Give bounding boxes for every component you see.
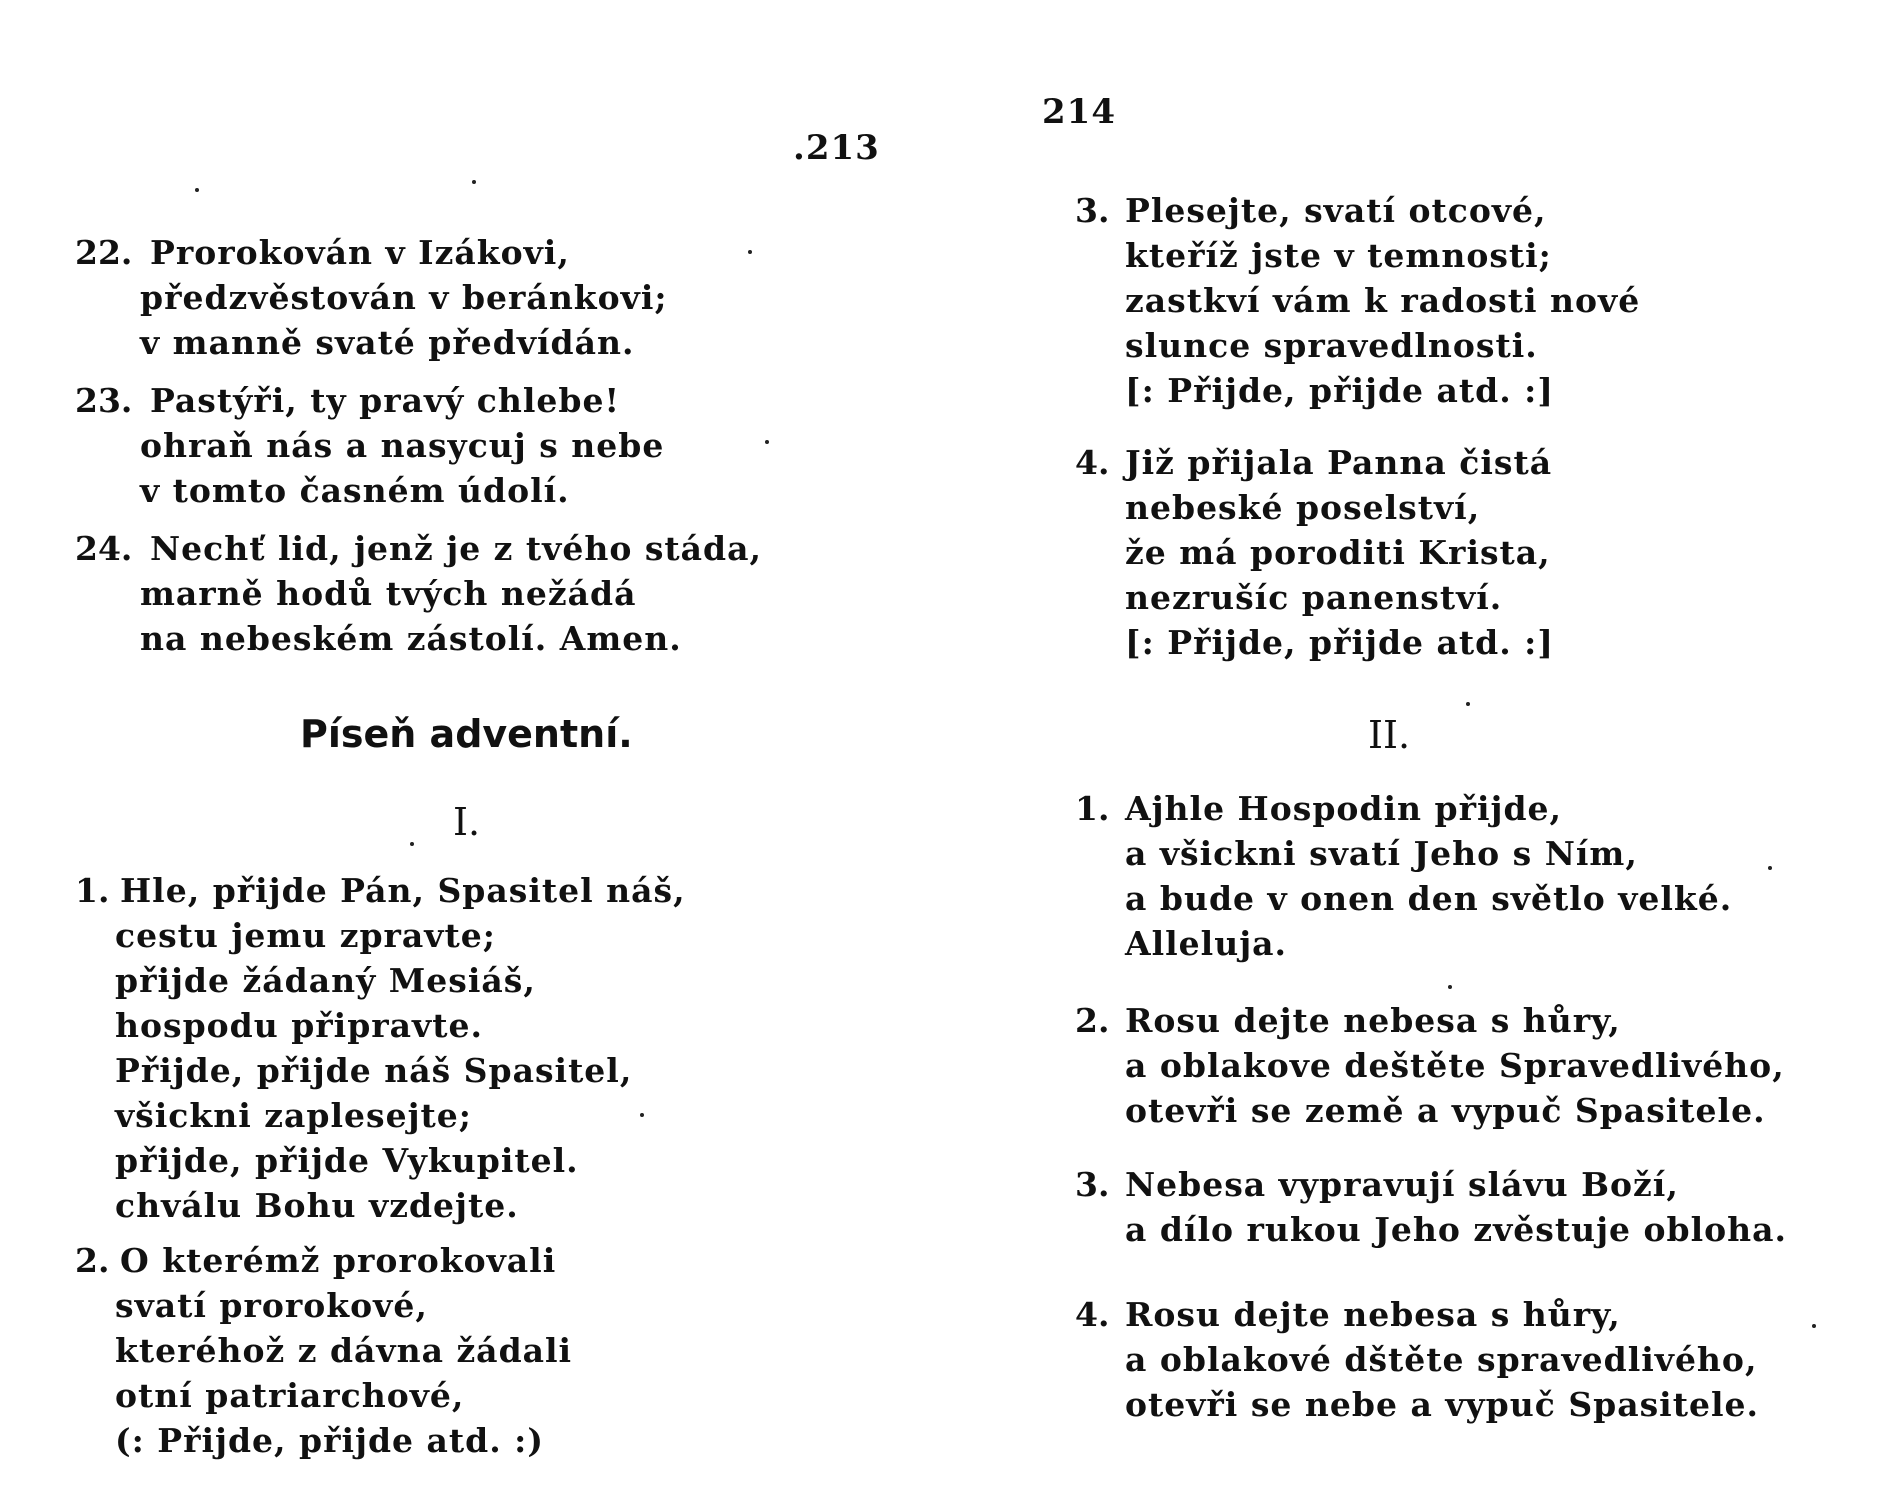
scan-speck: [765, 440, 769, 444]
stanza-number: 2.: [75, 1241, 110, 1280]
stanza-line: Alleluja.: [1125, 924, 1288, 963]
stanza-number: 22.: [75, 233, 133, 272]
scan-speck: [410, 842, 414, 846]
stanza-line: [: Přijde, přijde atd. :]: [1125, 623, 1554, 662]
scan-speck: [1768, 866, 1772, 870]
stanza-line: Nebesa vypravují slávu Boží,: [1125, 1165, 1679, 1204]
stanza-number: 3.: [1075, 191, 1110, 230]
stanza-line: Již přijala Panna čistá: [1125, 443, 1553, 482]
stanza-line: Nechť lid, jenž je z tvého stáda,: [150, 529, 762, 568]
stanza-line: otevři se nebe a vypuč Spasitele.: [1125, 1385, 1759, 1424]
stanza-line: předzvěstován v beránkovi;: [140, 278, 668, 317]
scan-speck: [472, 180, 476, 184]
stanza-line: marně hodů tvých nežádá: [140, 574, 637, 613]
stanza-line: že má poroditi Krista,: [1125, 533, 1551, 572]
stanza-line: svatí prorokové,: [115, 1286, 428, 1325]
scan-speck: [1448, 985, 1452, 989]
stanza-line: Rosu dejte nebesa s hůry,: [1125, 1001, 1621, 1040]
scan-speck: [1812, 1324, 1816, 1328]
stanza-line: přijde žádaný Mesiáš,: [115, 961, 536, 1000]
stanza-line: chválu Bohu vzdejte.: [115, 1186, 519, 1225]
stanza-line: zastkví vám k radosti nové: [1125, 281, 1641, 320]
stanza-line: otní patriarchové,: [115, 1376, 465, 1415]
scan-speck: [640, 1113, 644, 1117]
stanza-number: 3.: [1075, 1165, 1110, 1204]
stanza-line: cestu jemu zpravte;: [115, 916, 496, 955]
stanza-line: otevři se země a vypuč Spasitele.: [1125, 1091, 1766, 1130]
stanza-number: 4.: [1075, 443, 1110, 482]
stanza-number: 2.: [1075, 1001, 1110, 1040]
stanza-line: Prorokován v Izákovi,: [150, 233, 570, 272]
stanza-line: v tomto časném údolí.: [140, 471, 570, 510]
stanza-line: nebeské poselství,: [1125, 488, 1481, 527]
part-label: I.: [453, 800, 481, 844]
stanza-line: a dílo rukou Jeho zvěstuje obloha.: [1125, 1210, 1787, 1249]
stanza-line: (: Přijde, přijde atd. :): [115, 1421, 544, 1460]
stanza-line: přijde, přijde Vykupitel.: [115, 1141, 579, 1180]
stanza-line: v manně svaté předvídán.: [140, 323, 635, 362]
stanza-line: O kterémž prorokovali: [120, 1241, 557, 1280]
part-label: II.: [1368, 713, 1411, 757]
stanza-line: a všickni svatí Jeho s Ním,: [1125, 834, 1638, 873]
stanza-line: Rosu dejte nebesa s hůry,: [1125, 1295, 1621, 1334]
stanza-line: a oblakové dštěte spravedlivého,: [1125, 1340, 1758, 1379]
scan-speck: [748, 250, 752, 254]
stanza-number: 23.: [75, 381, 133, 420]
scan-speck: [1466, 702, 1470, 706]
stanza-line: všickni zaplesejte;: [115, 1096, 472, 1135]
right-page-number: 214: [1042, 92, 1116, 132]
stanza-line: Hle, přijde Pán, Spasitel náš,: [120, 871, 686, 910]
stanza-line: Ajhle Hospodin přijde,: [1125, 789, 1562, 828]
stanza-line: Plesejte, svatí otcové,: [1125, 191, 1547, 230]
stanza-line: slunce spravedlnosti.: [1125, 326, 1538, 365]
stanza-line: Pastýři, ty pravý chlebe!: [150, 381, 620, 420]
stanza-number: 4.: [1075, 1295, 1110, 1334]
stanza-line: ohraň nás a nasycuj s nebe: [140, 426, 665, 465]
stanza-line: nezrušíc panenství.: [1125, 578, 1503, 617]
left-page-number: .213: [793, 128, 880, 168]
stanza-line: kteréhož z dávna žádali: [115, 1331, 573, 1370]
stanza-line: Přijde, přijde náš Spasitel,: [115, 1051, 633, 1090]
stanza-line: [: Přijde, přijde atd. :]: [1125, 371, 1554, 410]
stanza-number: 1.: [75, 871, 110, 910]
stanza-number: 24.: [75, 529, 133, 568]
stanza-line: kteříž jste v temnosti;: [1125, 236, 1552, 275]
scan-speck: [195, 188, 199, 192]
song-title: Píseň adventní.: [300, 712, 633, 756]
stanza-line: a oblakove deštěte Spravedlivého,: [1125, 1046, 1785, 1085]
stanza-line: hospodu připravte.: [115, 1006, 483, 1045]
stanza-line: na nebeském zástolí. Amen.: [140, 619, 682, 658]
stanza-number: 1.: [1075, 789, 1110, 828]
stanza-line: a bude v onen den světlo velké.: [1125, 879, 1733, 918]
